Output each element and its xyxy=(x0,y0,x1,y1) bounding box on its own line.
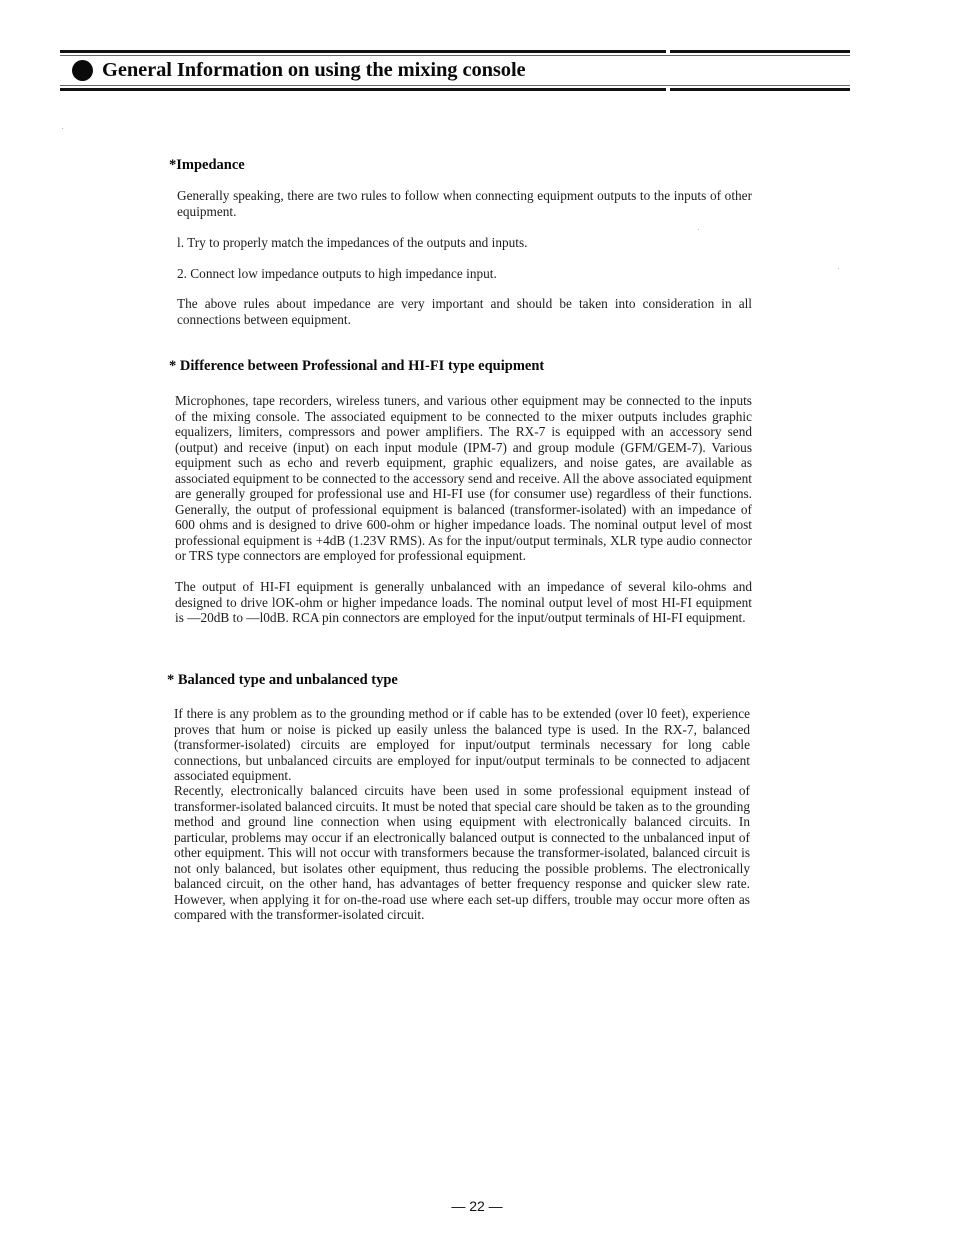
header-bottom-rule-right xyxy=(670,88,850,91)
impedance-rule-2: 2. Connect low impedance outputs to high impedance input. xyxy=(177,266,497,281)
page-title: General Information on using the mixing console xyxy=(102,58,526,81)
impedance-summary-paragraph: The above rules about impedance are very important and should be taken into consideration in all connections between equipment. xyxy=(177,296,752,327)
header-top-rule-right xyxy=(670,50,850,53)
section-heading-balanced: * Balanced type and unbalanced type xyxy=(167,672,398,688)
header-top-thin-rule xyxy=(60,55,850,56)
scan-speck xyxy=(698,229,699,230)
pro-equipment-paragraph: Microphones, tape recorders, wireless tuners, and various other equipment may be connected to the inputs of the mixing console. The associated equipment to be connected to the mixer outputs includes graphic equalizers, limiters, compressors and power amplifiers. The RX-7 is equipped with an accessory send (output) and receive (input) on each input module (IPM-7) and group module (GFM/GEM-7). Various equipment such as echo and reverb equipment, graphic equalizers, and noise gates, are available as associated equipment to be connected to the accessory send and receive. All the above associated equipment are generally grouped for professional use and HI-FI use (for consumer use) regardless of their functions. Generally, the output of professional equipment is balanced (transformer-isolated) with an impedance of 600 ohms and is designed to drive 600-ohm or higher impedance loads. The nominal output level of most professional equipment is +4dB (1.23V RMS). As for the input/output terminals, XLR type audio connector or TRS type connectors are employed for professional equipment. xyxy=(175,393,752,564)
balanced-intro-paragraph: If there is any problem as to the grounding method or if cable has to be extended (over l0 feet), experience proves that hum or noise is picked up easily unless the balanced type is used. In the RX-7, balanced (transformer-isolated) circuits are employed for input/output terminals necessary for long cable connections, but unbalanced circuits are employed for input/output terminals to be connected to adjacent associated equipment. xyxy=(174,706,750,784)
impedance-intro-paragraph: Generally speaking, there are two rules to follow when connecting equipment outputs to the inputs of other equipment. xyxy=(177,188,752,219)
section-heading-impedance: *Impedance xyxy=(169,157,245,173)
header-bottom-thin-rule xyxy=(60,85,850,86)
electronic-balanced-paragraph: Recently, electronically balanced circuits have been used in some professional equipment instead of transformer-isolated balanced circuits. It must be noted that special care should be taken as to the grounding method and ground line connection when using equipment with electronically balanced circuits. In particular, problems may occur if an electronically balanced output is connected to the unbalanced input of other equipment. This will not occur with transformers because the transformer-isolated, balanced circuit is not only balanced, but isolates other equipment, thus reducing the possible problems. The electronically balanced circuit, on the other hand, has advantages of better frequency response and quicker slew rate. However, when applying it for on-the-road use where each set-up differs, trouble may occur more often as compared with the transformer-isolated circuit. xyxy=(174,783,750,923)
header-bottom-rule xyxy=(60,88,666,91)
page-header xyxy=(72,58,526,82)
header-top-rule xyxy=(60,50,666,53)
section-heading-pro-vs-hifi: * Difference between Professional and HI-FI type equipment xyxy=(169,358,545,374)
impedance-rule-1: l. Try to properly match the impedances of the outputs and inputs. xyxy=(177,235,528,250)
bullet-icon xyxy=(72,60,93,81)
scan-speck xyxy=(62,128,63,129)
hifi-equipment-paragraph: The output of HI-FI equipment is generally unbalanced with an impedance of several kilo-ohms and designed to drive lOK-ohm or higher impedance loads. The nominal output level of most HI-FI equipment is —20dB to —l0dB. RCA pin connectors are employed for the input/output terminals of HI-FI equipment. xyxy=(175,579,752,626)
scan-speck xyxy=(838,268,839,269)
page-number: — 22 — xyxy=(451,1198,503,1214)
